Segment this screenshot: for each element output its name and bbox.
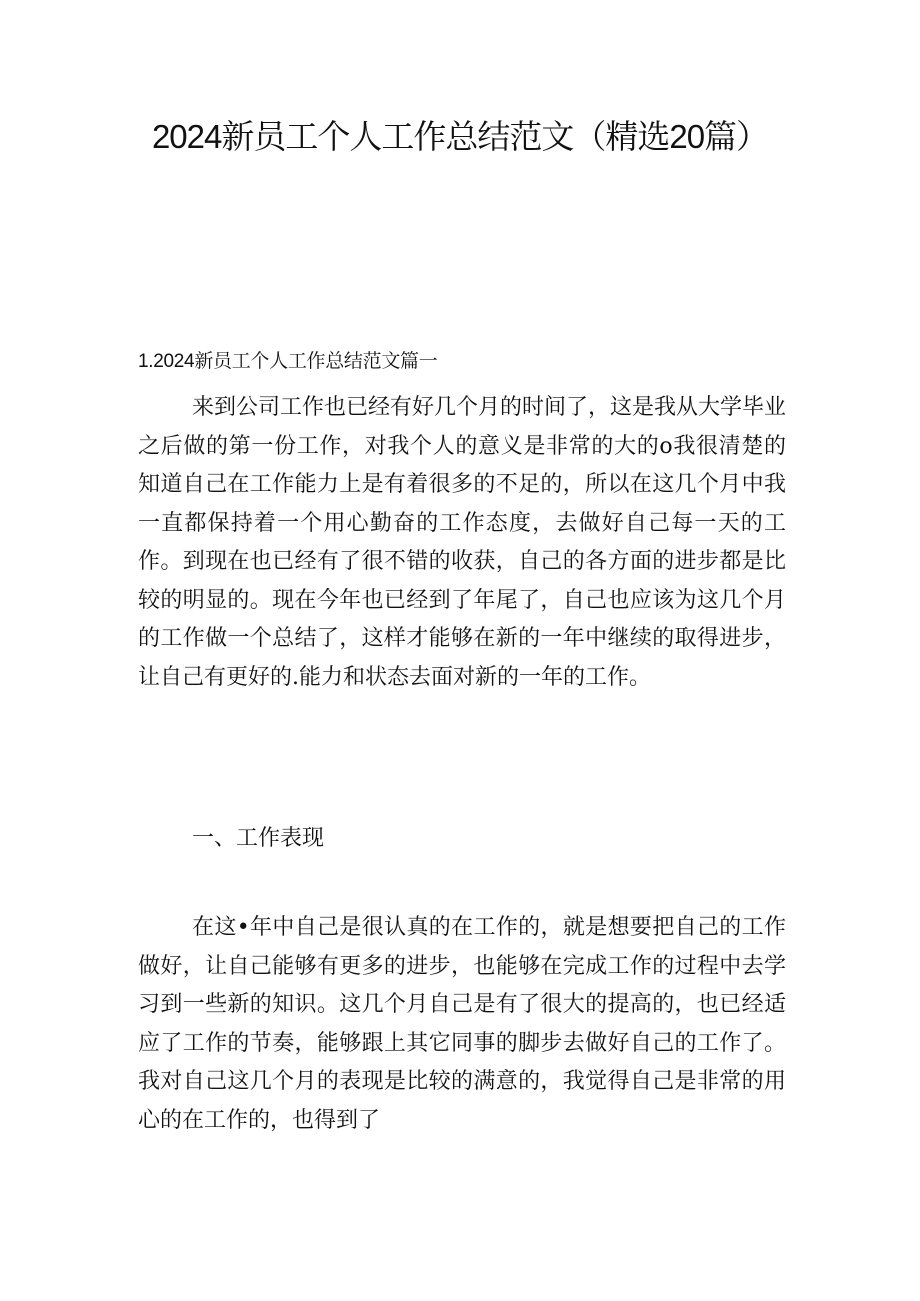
document-title: 2024新员工个人工作总结范文（精选20篇） [151, 118, 769, 155]
body-paragraph-1: 来到公司工作也已经有好几个月的时间了，这是我从大学毕业之后做的第一份工作，对我个人的意义是非常的大的o我很清楚的知道自己在工作能力上是有着很多的不足的，所以在这几个月中我一直都保持着一个用心勤奋的工作态度，去做好自己每一天的工作。到现在也已经有了很不错的收获，自己的各方面的进步都是比较的明显的。现在今年也已经到了年尾了，自己也应该为这几个月的工作做一个总结了，这样才能够在新的一年中继续的取得进步，让自己有更好的.能力和状态去面对新的一年的工作。 [138, 395, 787, 690]
section-heading: 1.2024新员工个人工作总结范文篇一 [138, 351, 438, 372]
body-paragraph-2: 在这•年中自己是很认真的在工作的，就是想要把自己的工作做好，让自己能够有更多的进步，也能够在完成工作的过程中去学习到一些新的知识。这几个月自己是有了很大的提高的，也已经适应了工作的节奏，能够跟上其它同事的脚步去做好自己的工作了。我对自己这几个月的表现是比较的满意的，我觉得自己是非常的用心的在工作的，也得到了 [138, 915, 786, 1133]
subheading-work-performance: 一、工作表现 [192, 826, 325, 851]
